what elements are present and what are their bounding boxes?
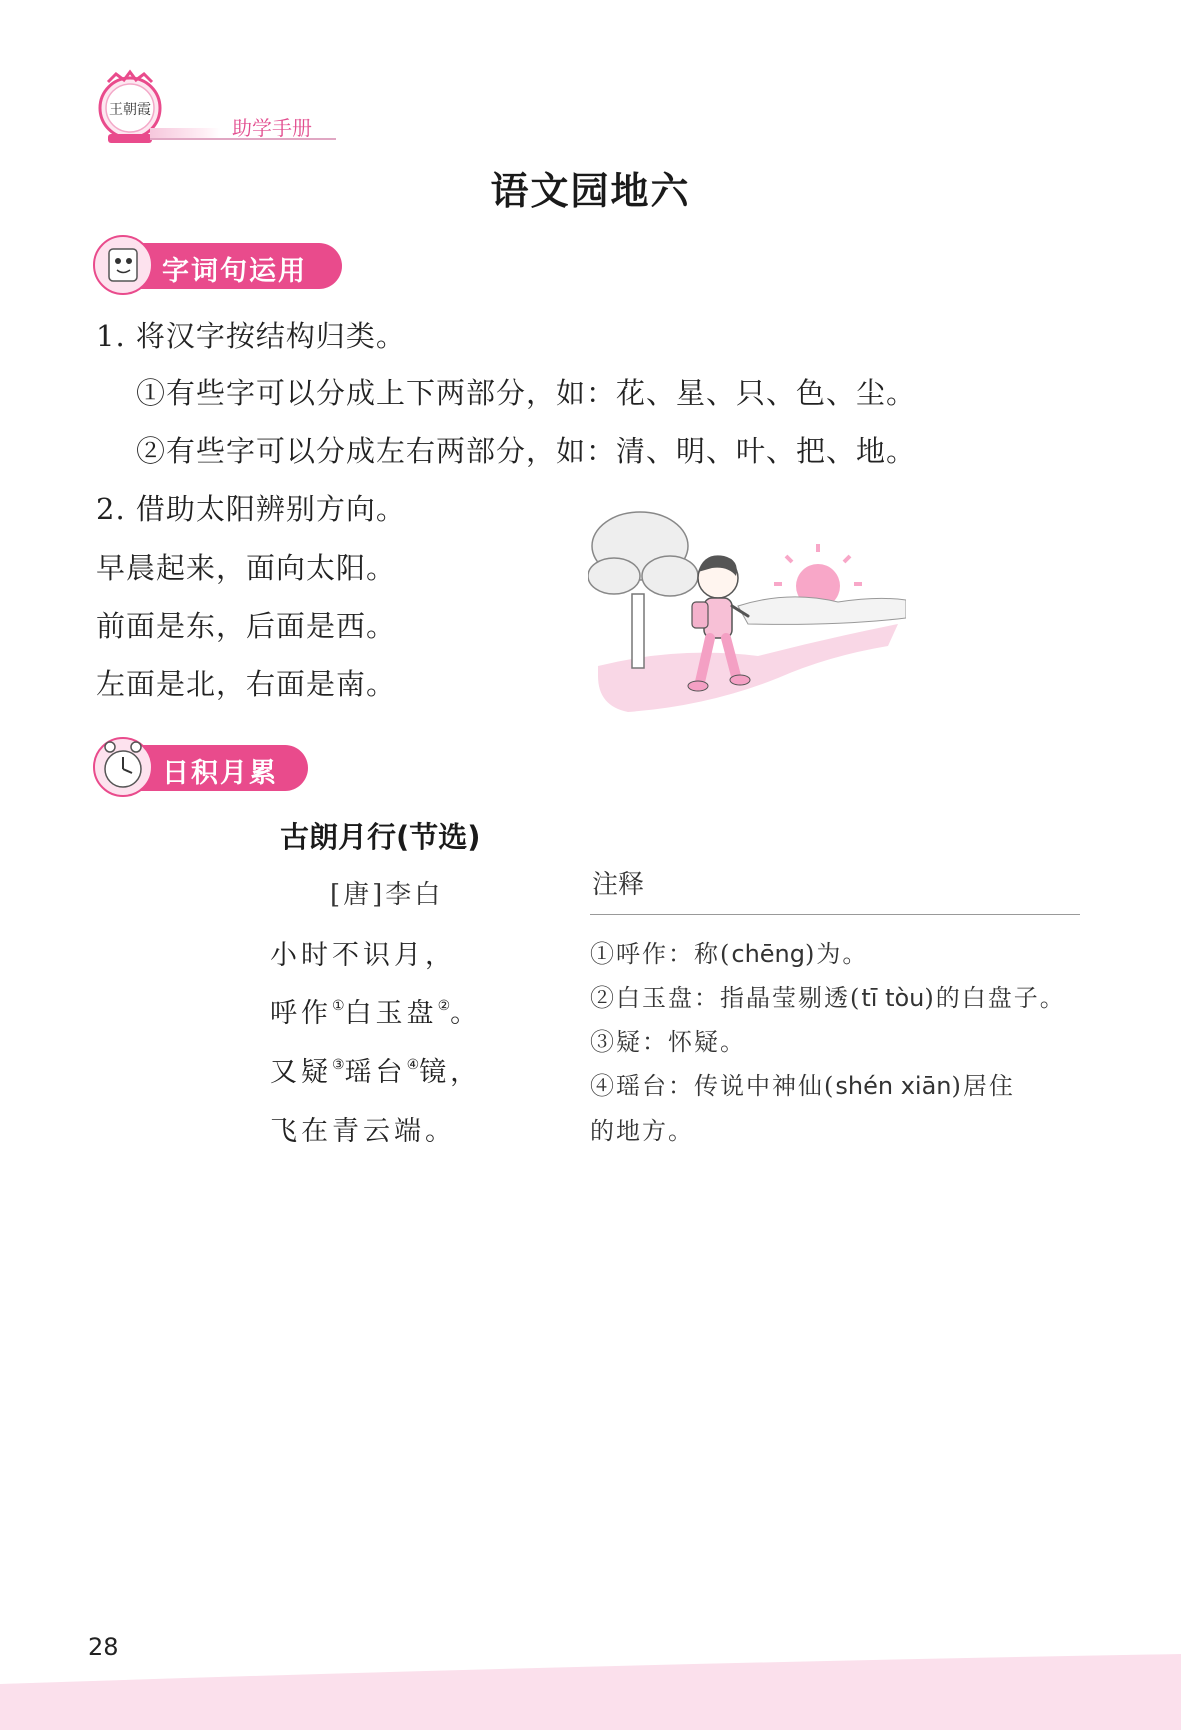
boy-walking-sun-illustration (588, 506, 906, 718)
svg-text:王朝霞: 王朝霞 (109, 102, 151, 118)
page-number: 28 (88, 1633, 119, 1661)
question-1-item-a: ①有些字可以分成上下两部分，如：花、星、只、色、尘。 (136, 376, 917, 410)
poem-author: [唐]李白 (330, 880, 444, 910)
footnote-marker: ④ (406, 1057, 420, 1073)
poem-line: 又疑③瑶台④镜， (270, 1057, 482, 1088)
poem-line: 小时不识月， (270, 940, 456, 971)
note-item: ③疑：怀疑。 (590, 1028, 746, 1056)
header-accent (150, 128, 220, 138)
note-item: ②白玉盘：指晶莹剔透(tī tòu)的白盘子。 (590, 984, 1066, 1012)
note-item-continued: 的地方。 (590, 1117, 694, 1145)
section-pill-daily-accumulation (94, 745, 308, 791)
note-item: ①呼作：称(chēng)为。 (590, 940, 869, 968)
poem-line: 飞在青云端。 (270, 1116, 456, 1147)
rhyme-line: 早晨起来，面向太阳。 (96, 551, 397, 585)
footnote-marker: ② (437, 998, 451, 1014)
notes-header: 注释 (592, 870, 645, 900)
notes-divider (590, 914, 1080, 915)
section-pill-word-sentence (94, 243, 342, 289)
note-item: ④瑶台：传说中神仙(shén xiān)居住 (590, 1072, 1015, 1100)
clock-mascot-icon (90, 733, 156, 801)
rhyme-line: 左面是北，右面是南。 (96, 667, 397, 701)
footer-band (0, 1650, 1181, 1730)
footnote-marker: ① (332, 998, 345, 1014)
question-1-item-b: ②有些字可以分成左右两部分，如：清、明、叶、把、地。 (136, 434, 917, 468)
pill-label: 日积月累 (162, 758, 278, 789)
rhyme-line: 前面是东，后面是西。 (96, 609, 397, 643)
pill-label: 字词句运用 (162, 256, 307, 287)
tree-icon (588, 512, 698, 668)
poem-title: 古朗月行(节选) (280, 820, 481, 854)
question-1: 1. 将汉字按结构归类。 (96, 319, 406, 353)
poem-line: 呼作①白玉盘②。 (270, 998, 482, 1029)
page-title: 语文园地六 (490, 169, 691, 213)
book-mascot-icon (90, 231, 156, 299)
section-label: 助学手册 (232, 116, 312, 140)
footnote-marker: ③ (332, 1057, 345, 1073)
question-2: 2. 借助太阳辨别方向。 (96, 492, 406, 526)
